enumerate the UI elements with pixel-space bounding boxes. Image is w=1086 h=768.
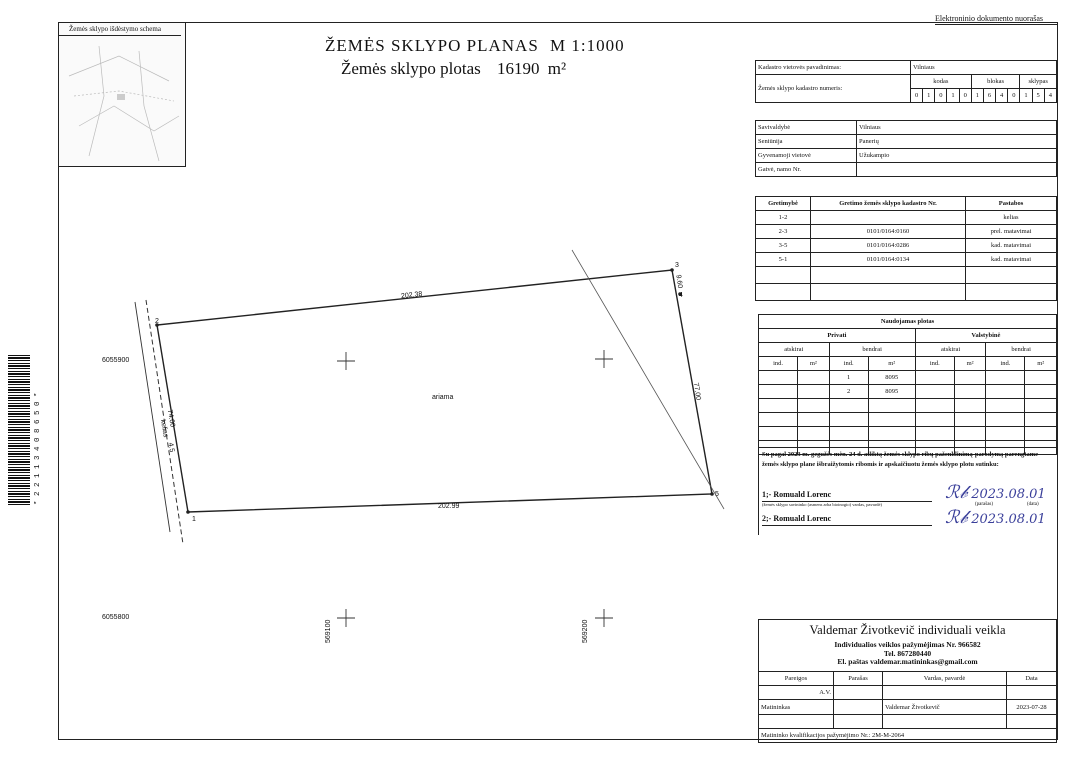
owner-2-signature bbox=[945, 507, 1046, 528]
role: Matininkas bbox=[759, 700, 834, 715]
plan-scale: M 1:1000 bbox=[550, 36, 625, 55]
land-use-label: ariama bbox=[432, 394, 454, 401]
neighbour-note: prel. matavimai bbox=[966, 225, 1057, 239]
neighbour-note: kad. matavimai bbox=[966, 253, 1057, 267]
usage-ind-head: ind. bbox=[759, 357, 798, 371]
inset-title: Žemės sklypo išdėstymo schema bbox=[59, 23, 181, 36]
digit: 1 bbox=[947, 89, 959, 103]
point-1-label: 1 bbox=[192, 516, 196, 523]
document-copy-header: Elektroninio dokumento nuorašas bbox=[935, 14, 1043, 23]
neighbour-cadastre: 0101/0164:0160 bbox=[811, 225, 966, 239]
usage-m2-head: m² bbox=[1025, 357, 1057, 371]
side-right-label: 77.00 bbox=[692, 382, 702, 401]
address-label: Gyvenamoji vietovė bbox=[756, 149, 857, 163]
road-label: kelias bbox=[158, 419, 169, 438]
cadastre-location-value: Vilniaus bbox=[911, 61, 1057, 75]
point-4-label: 4 bbox=[679, 292, 683, 299]
usage-m2: 8095 bbox=[868, 385, 915, 399]
barcode-number: * 2 2 1 1 3 4 0 8 6 5 0 * bbox=[34, 392, 42, 505]
empty-cell bbox=[811, 267, 966, 284]
col-vardas: Vardas, pavardė bbox=[883, 672, 1007, 686]
road-edge-outer bbox=[135, 302, 170, 532]
address-value: Užukampio bbox=[857, 149, 1057, 163]
col-blokas: blokas bbox=[971, 75, 1020, 89]
address-table bbox=[755, 120, 1057, 177]
road-width-label: 4.5 bbox=[166, 442, 176, 453]
usage-joint: bendrai bbox=[986, 343, 1057, 357]
usage-private: Privati bbox=[759, 329, 916, 343]
neighbour-pair: 3-5 bbox=[756, 239, 811, 253]
neighbour-cadastre bbox=[811, 211, 966, 225]
company-email: El. paštas valdemar.matininkas@gmail.com bbox=[837, 657, 978, 666]
row-av: A.V. bbox=[759, 686, 834, 700]
empty-cell bbox=[811, 284, 966, 301]
side-left-label: 74.00 bbox=[165, 409, 176, 428]
col-pareigos: Pareigos bbox=[759, 672, 834, 686]
usage-ind-head: ind. bbox=[829, 357, 868, 371]
address-label: Gatvė, namo Nr. bbox=[756, 163, 857, 177]
signature-scribble: ℛ𝒷 bbox=[945, 507, 968, 528]
col-data: Data bbox=[1007, 672, 1057, 686]
owner-1-signature bbox=[945, 482, 1046, 503]
digit: 1 bbox=[971, 89, 983, 103]
cadastre-number-label: Žemės sklypo kadastro numeris: bbox=[756, 75, 911, 103]
point-5-label: 5 bbox=[715, 491, 719, 498]
usage-ind-head: ind. bbox=[915, 357, 954, 371]
usage-table bbox=[758, 314, 1057, 455]
owner-2: 2;- Romuald Lorenc bbox=[762, 514, 832, 523]
plan-title-text: ŽEMĖS SKLYPO PLANAS bbox=[325, 36, 539, 55]
digit: 6 bbox=[983, 89, 995, 103]
usage-separate: atskirai bbox=[915, 343, 986, 357]
usage-joint: bendrai bbox=[829, 343, 915, 357]
digit: 0 bbox=[1008, 89, 1020, 103]
col-sklypas: sklypas bbox=[1020, 75, 1057, 89]
signature-date-1: 2023.08.01 bbox=[971, 487, 1046, 502]
parcel-boundary bbox=[157, 270, 712, 512]
col-kodas: kodas bbox=[911, 75, 972, 89]
address-value bbox=[857, 163, 1057, 177]
cadastre-table bbox=[755, 60, 1057, 103]
neighbours-table bbox=[755, 196, 1057, 301]
usage-state: Valstybinė bbox=[915, 329, 1056, 343]
company-license: Individualios veiklos pažymėjimas Nr. 966582 bbox=[834, 640, 981, 649]
usage-m2-head: m² bbox=[868, 357, 915, 371]
usage-title: Naudojamas plotas bbox=[759, 315, 1057, 329]
company-name: Valdemar Životkevič individuali veikla bbox=[809, 623, 1006, 637]
point-2-label: 2 bbox=[155, 318, 159, 325]
neighbour-cadastre: 0101/0164:0134 bbox=[811, 253, 966, 267]
usage-ind: 2 bbox=[829, 385, 868, 399]
owner-1: 1;- Romuald Lorenc bbox=[762, 490, 832, 499]
neighbour-pair: 1-2 bbox=[756, 211, 811, 225]
agreement-text: Su pagal 2023 m. gegužės mėn. 24 d. atliktą žemės sklypo ribų paženklinimą-parodymą parengtame žemės sklypo plane išbraižytomis ribomis ir apskaičiuotu žemės sklypo plotu sutinku: bbox=[762, 451, 1039, 468]
address-value: Panerių bbox=[857, 135, 1057, 149]
digit: 5 bbox=[1032, 89, 1044, 103]
signature-scribble: ℛ𝒷 bbox=[945, 482, 968, 503]
sign-caption-data: (data) bbox=[1027, 502, 1039, 507]
signature-date-2: 2023.08.01 bbox=[971, 512, 1046, 527]
coord-y1: 6055900 bbox=[102, 357, 130, 364]
sign-caption-parasas: (parašas) bbox=[975, 502, 994, 507]
neighbour-cadastre: 0101/0164:0286 bbox=[811, 239, 966, 253]
area-unit: m² bbox=[547, 59, 567, 78]
usage-m2: 8095 bbox=[868, 371, 915, 385]
point-3-label: 3 bbox=[675, 262, 679, 269]
grid-crosses bbox=[337, 350, 613, 627]
sign-date: 2023-07-28 bbox=[1007, 700, 1057, 715]
neighbours-header: Gretimo žemės sklypo kadastro Nr. bbox=[811, 197, 966, 211]
coord-y2: 6055800 bbox=[102, 614, 130, 621]
neighbour-note: kelias bbox=[966, 211, 1057, 225]
neighbour-note: kad. matavimai bbox=[966, 239, 1057, 253]
points bbox=[155, 268, 714, 514]
side-small-label: 9.60 bbox=[674, 274, 684, 289]
address-value: Vilniaus bbox=[857, 121, 1057, 135]
cadastre-location-label: Kadastro vietovės pavadinimas: bbox=[756, 61, 911, 75]
barcode bbox=[8, 355, 30, 505]
usage-m2-head: m² bbox=[954, 357, 985, 371]
usage-separate: atskirai bbox=[759, 343, 830, 357]
side-top-label: 202.38 bbox=[400, 290, 423, 301]
neighbours-header: Pastabos bbox=[966, 197, 1057, 211]
surveyor-cert: Matininko kvalifikacijos pažymėjimo Nr.: 2M-M-2064 bbox=[759, 729, 1057, 743]
col-parasas: Parašas bbox=[834, 672, 883, 686]
signatures-table bbox=[758, 671, 1057, 743]
plan-drawing bbox=[58, 22, 798, 722]
company-phone: Tel. 867280440 bbox=[883, 649, 932, 658]
coord-x1: 569100 bbox=[325, 619, 332, 643]
digit: 0 bbox=[959, 89, 971, 103]
diagonal-line bbox=[572, 250, 724, 509]
neighbour-pair: 2-3 bbox=[756, 225, 811, 239]
empty-cell bbox=[966, 284, 1057, 301]
empty-cell bbox=[966, 267, 1057, 284]
address-label: Savivaldybė bbox=[756, 121, 857, 135]
digit: 4 bbox=[1044, 89, 1056, 103]
neighbours-header: Gretimybė bbox=[756, 197, 811, 211]
digit: 4 bbox=[996, 89, 1008, 103]
coord-x2: 569200 bbox=[582, 619, 589, 643]
address-label: Seniūnija bbox=[756, 135, 857, 149]
area-label: Žemės sklypo plotas bbox=[341, 59, 481, 78]
surveyor-name: Valdemar Životkevič bbox=[883, 700, 1007, 715]
owner-1-caption: (žemės sklypo savininko (asmens arba bioinogio) vardas, pavardė) bbox=[762, 502, 882, 507]
usage-m2-head: m² bbox=[798, 357, 829, 371]
side-bottom-label: 202.99 bbox=[438, 503, 460, 510]
usage-ind: 1 bbox=[829, 371, 868, 385]
neighbour-pair: 5-1 bbox=[756, 253, 811, 267]
digit: 1 bbox=[1020, 89, 1032, 103]
digit: 0 bbox=[935, 89, 947, 103]
area-value: 16190 bbox=[497, 59, 540, 78]
digit: 0 bbox=[911, 89, 923, 103]
digit: 1 bbox=[923, 89, 935, 103]
usage-ind-head: ind. bbox=[986, 357, 1025, 371]
